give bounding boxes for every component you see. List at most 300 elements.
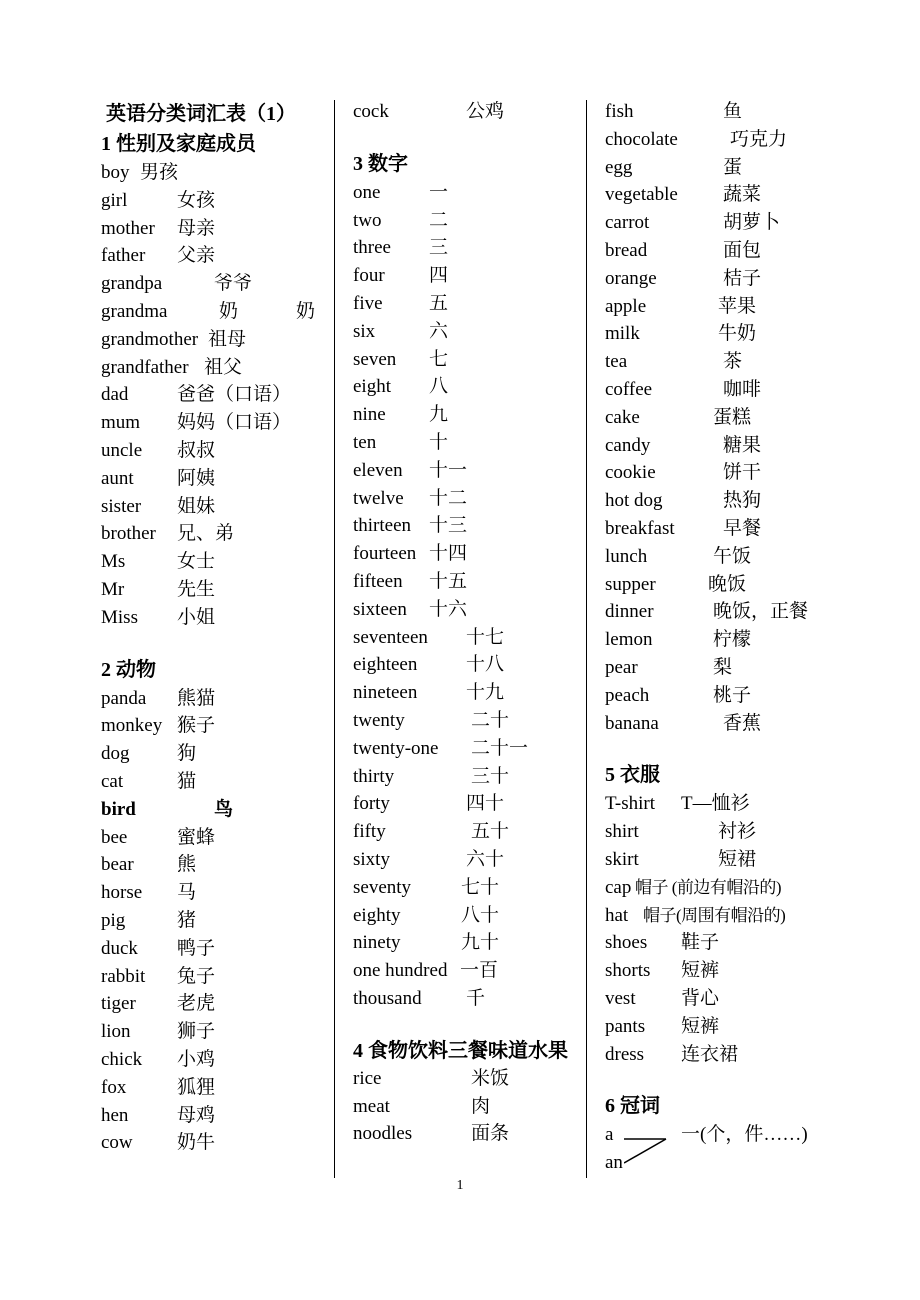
chinese-meaning: 热狗 [723,490,762,512]
chinese-meaning: 狐狸 [177,1076,216,1098]
vocab-row [605,98,850,126]
chinese-meaning: 十五 [429,570,468,592]
english-word: dinner [605,601,654,623]
chinese-meaning: 熊猫 [177,687,216,709]
chinese-meaning: 千 [466,987,486,1009]
english-word: girl [101,189,128,211]
vocab-row [353,985,578,1013]
chinese-meaning: 六 [429,320,449,342]
vocab-row [353,373,578,401]
column-2 [353,98,578,1148]
vocab-row [101,576,326,604]
english-word: supper [605,573,656,595]
english-word: forty [353,793,390,815]
english-word: father [101,245,146,267]
vocab-row [353,624,578,652]
vocab-row [101,824,326,852]
vocab-row [605,710,850,738]
vocab-row [101,768,326,796]
vocab-row [605,571,850,599]
section-heading-family: 1 性别及家庭成员 [101,133,256,155]
chinese-meaning: 晚饭，正餐 [713,601,809,623]
english-word: cap [605,876,632,898]
column-divider [586,100,587,1178]
vocab-row [101,298,326,326]
english-word: fifty [353,821,386,843]
english-word: fifteen [353,570,403,592]
english-word: noodles [353,1123,413,1145]
english-word: one hundred [353,960,448,982]
vocab-row [353,707,578,735]
english-word: grandpa [101,273,163,295]
english-word: cat [101,770,124,792]
chinese-meaning: 蜜蜂 [177,826,216,848]
vocab-row [353,234,578,262]
chinese-meaning: 九十 [461,932,500,954]
english-word: cookie [605,462,656,484]
vocab-row [605,209,850,237]
vocab-row [353,679,578,707]
vocab-row [101,159,326,187]
chinese-meaning: 小鸡 [177,1048,216,1070]
english-word: orange [605,267,657,289]
vocab-row [101,326,326,354]
chinese-meaning: 鱼 [723,101,743,122]
section-heading-numbers: 3 数字 [353,152,408,175]
chinese-meaning: 蛋 [723,156,743,178]
vocab-row [101,796,326,824]
vocab-row [101,1074,326,1102]
chinese-meaning: 二十一 [471,737,529,759]
vocab-row [101,215,326,243]
english-word: dress [605,1043,645,1065]
english-word: nineteen [353,682,418,704]
vocab-row [605,293,850,321]
chinese-meaning: 香蕉 [723,712,762,734]
english-word: uncle [101,439,143,461]
english-word: grandmother [101,328,199,350]
english-word: cake [605,406,640,428]
english-word: fish [605,101,634,122]
english-word: shorts [605,960,651,982]
english-word: skirt [605,848,639,870]
chinese-meaning: 母鸡 [177,1104,216,1126]
english-word: eighty [353,904,401,926]
vocab-row [101,685,326,713]
chinese-meaning: 四十 [466,793,505,815]
chinese-meaning: 祖父 [204,356,243,378]
chinese-meaning: 奶 奶 [219,300,315,322]
english-word: bear [101,854,134,876]
english-word: mother [101,217,155,239]
chinese-meaning: 阿姨 [177,467,216,489]
english-word: hot dog [605,490,663,512]
vocab-row [101,437,326,465]
vocab-row [605,846,850,874]
food-list-continued [605,98,850,737]
english-word: eighteen [353,654,418,676]
chinese-meaning: 爸爸（口语） [177,384,292,406]
chinese-meaning: 十八 [466,654,505,676]
chinese-meaning: 帽子 (前边有帽沿的) [635,877,782,897]
vocab-row [101,604,326,632]
page-title: 英语分类词汇表（1） [106,103,296,125]
english-word: Miss [101,606,138,628]
english-word: panda [101,687,147,709]
chinese-meaning: 三十 [471,765,510,787]
english-word: peach [605,684,650,706]
chinese-meaning: 小姐 [177,606,216,628]
vocab-row [101,963,326,991]
english-word: rabbit [101,965,146,987]
english-word: cock [353,101,389,122]
english-word: bird [101,798,136,820]
chinese-meaning: 三 [429,237,449,259]
chinese-meaning: 爷爷 [214,273,253,295]
vocab-row [101,879,326,907]
vocab-row [353,846,578,874]
vocab-row [101,935,326,963]
section-heading-food: 4 食物饮料三餐味道水果 [353,1039,568,1062]
chinese-meaning: 午饭 [713,545,752,567]
vocab-row [605,181,850,209]
english-word: five [353,292,383,314]
english-word: two [353,209,382,231]
page-number: 1 [456,1178,464,1193]
english-word: mum [101,412,141,434]
english-word: bread [605,239,648,261]
vocab-row [101,465,326,493]
chinese-meaning: 咖啡 [723,378,762,400]
chinese-meaning: 鸟 [214,798,234,820]
chinese-meaning: 二 [429,209,449,231]
chinese-meaning: 梨 [713,656,733,678]
vocab-row [605,957,850,985]
vocab-row [353,290,578,318]
chinese-meaning: 糖果 [723,434,762,456]
vocab-row [353,346,578,374]
english-word: sixteen [353,598,407,620]
chinese-meaning: 饼干 [723,462,762,484]
article-an: an [605,1152,623,1174]
chinese-meaning: 十一 [429,459,468,481]
section-heading-animals: 2 动物 [101,658,156,681]
vocab-row [101,712,326,740]
chinese-meaning: 柠檬 [713,629,752,651]
english-word: seventeen [353,626,428,648]
chinese-meaning: 牛奶 [718,323,757,345]
vocab-row [101,548,326,576]
vocab-row [101,1129,326,1157]
chinese-meaning: 苹果 [718,295,757,317]
chinese-meaning: 面条 [471,1123,510,1145]
chinese-meaning: 连衣裙 [681,1043,739,1065]
vocab-row [605,985,850,1013]
vocab-row [101,270,326,298]
chinese-meaning: 八十 [461,904,500,926]
chinese-meaning: 蛋糕 [713,406,752,428]
vocab-row [605,598,850,626]
english-word: dad [101,384,129,406]
chinese-meaning: 鞋子 [681,932,720,954]
vocab-row [605,154,850,182]
food-list [353,1065,578,1148]
vocab-row [605,432,850,460]
english-word: sister [101,495,142,517]
english-word: lion [101,1021,131,1043]
vocab-row [353,429,578,457]
english-word: milk [605,323,640,345]
english-word: fox [101,1076,127,1098]
chinese-meaning: 女孩 [177,189,216,211]
vocab-row [101,1046,326,1074]
vocab-row [605,654,850,682]
vocab-row [605,626,850,654]
english-word: boy [101,162,130,183]
vocab-row [353,902,578,930]
chinese-meaning: 男孩 [140,162,179,183]
chinese-meaning: 姐妹 [177,495,216,517]
english-word: pig [101,909,126,931]
english-word: fourteen [353,543,417,565]
vocab-row [101,990,326,1018]
english-word: three [353,237,391,259]
chinese-meaning: 祖母 [208,328,247,350]
section-heading-articles: 6 冠词 [605,1095,660,1118]
vocab-row [605,237,850,265]
chinese-meaning: 五 [429,292,449,314]
english-word: twelve [353,487,404,509]
english-word: duck [101,937,138,959]
english-word: hat [605,904,629,926]
chinese-meaning: 先生 [177,578,216,600]
chinese-meaning: 十七 [466,626,505,648]
vocab-row [605,790,850,818]
english-word: pants [605,1015,646,1037]
english-word: nine [353,404,386,426]
vocab-row [353,874,578,902]
chinese-meaning: 猴子 [177,715,216,737]
articles-block [605,1121,850,1177]
vocab-row [353,540,578,568]
english-word: chocolate [605,128,678,150]
english-word: shoes [605,932,648,954]
chinese-meaning: 十六 [429,598,468,620]
english-word: pear [605,656,638,678]
chinese-meaning: 早餐 [723,517,762,539]
chinese-meaning: 十九 [466,682,505,704]
vocab-row [101,1102,326,1130]
chinese-meaning: 短裤 [681,1015,720,1037]
vocab-row [605,1041,850,1069]
vocab-row [605,874,850,902]
animals-list [101,685,326,1158]
chinese-meaning: 八 [429,376,449,398]
english-word: horse [101,882,143,904]
chinese-meaning: 十二 [429,487,468,509]
chinese-meaning: T—恤衫 [681,793,750,815]
english-word: brother [101,523,156,545]
chinese-meaning: 衬衫 [718,821,757,843]
english-word: T-shirt [605,793,655,815]
english-word: ninety [353,932,401,954]
column-3 [605,98,850,1177]
english-word: tea [605,351,628,373]
vocab-row [353,262,578,290]
vocab-row [605,376,850,404]
english-word: lemon [605,629,653,651]
article-a: a [605,1124,614,1146]
chinese-meaning: 母亲 [177,217,216,239]
chinese-meaning: 米饭 [471,1067,510,1089]
chinese-meaning: 鸭子 [177,937,216,959]
english-word: thousand [353,987,422,1009]
chinese-meaning: 十 [429,431,449,453]
vocab-row [353,207,578,235]
chinese-meaning: 六十 [466,848,505,870]
chinese-meaning: 一 [429,181,449,203]
chinese-meaning: 公鸡 [466,101,505,122]
chinese-meaning: 桃子 [713,684,752,706]
vocab-row [353,318,578,346]
vocab-row [605,265,850,293]
vocab-row [101,740,326,768]
vocab-row [605,818,850,846]
chinese-meaning: 兄、弟 [177,523,235,545]
english-word: cow [101,1132,133,1154]
chinese-meaning: 面包 [723,239,762,261]
chinese-meaning: 兔子 [177,965,216,987]
chinese-meaning: 叔叔 [177,439,216,461]
chinese-meaning: 五十 [471,821,510,843]
english-word: breakfast [605,517,675,539]
chinese-meaning: 短裙 [718,848,757,870]
vocab-row [353,457,578,485]
vocab-row [605,1013,850,1041]
english-word: Mr [101,578,125,600]
chinese-meaning: 老虎 [177,993,216,1015]
chinese-meaning: 茶 [723,351,743,373]
english-word: banana [605,712,659,734]
english-word: coffee [605,378,653,400]
chinese-meaning: 七十 [461,876,500,898]
english-word: twenty-one [353,737,439,759]
column-divider [334,100,335,1178]
vocab-row [353,790,578,818]
vocab-row [605,929,850,957]
vocab-row [353,568,578,596]
chinese-meaning: 巧克力 [730,128,788,150]
vocab-row [605,320,850,348]
chinese-meaning: 九 [429,404,449,426]
english-word: twenty [353,709,405,731]
chinese-meaning: 帽子(周围有帽沿的) [643,905,786,925]
english-word: bee [101,826,128,848]
chinese-meaning: 短裤 [681,960,720,982]
article-meaning: 一(个，件……) [681,1124,808,1146]
chinese-meaning: 十三 [429,515,468,537]
vocab-row [101,381,326,409]
vocab-row [101,242,326,270]
vocab-row [605,515,850,543]
chinese-meaning: 二十 [471,709,510,731]
chinese-meaning: 猪 [177,909,197,931]
english-word: four [353,265,385,287]
english-word: Ms [101,551,126,573]
vocab-row [101,354,326,382]
english-word: shirt [605,821,639,843]
english-word: dog [101,743,130,765]
vocab-row [101,493,326,521]
vocab-row [605,487,850,515]
vocab-row [353,1093,578,1121]
english-word: vegetable [605,184,678,206]
english-word: grandma [101,300,168,322]
numbers-list [353,179,578,1013]
section-heading-clothes: 5 衣服 [605,764,660,787]
vocab-row [353,763,578,791]
chinese-meaning: 狗 [177,743,197,765]
english-word: eight [353,376,391,398]
vocab-row [605,543,850,571]
english-word: one [353,181,381,203]
english-word: grandfather [101,356,189,378]
english-word: thirteen [353,515,412,537]
vocab-row [353,512,578,540]
vocab-row [353,735,578,763]
chinese-meaning: 晚饭 [708,573,747,595]
english-word: vest [605,987,636,1009]
vocab-row [353,485,578,513]
english-word: eleven [353,459,403,481]
vocab-row [353,957,578,985]
chinese-meaning: 蔬菜 [723,184,762,206]
chinese-meaning: 狮子 [177,1021,216,1043]
vocab-row [353,651,578,679]
chinese-meaning: 十四 [429,543,468,565]
english-word: monkey [101,715,163,737]
vocab-row [605,459,850,487]
article-bracket-lines [624,1121,676,1177]
chinese-meaning: 桔子 [723,267,762,289]
vocab-row [605,682,850,710]
chinese-meaning: 背心 [681,987,720,1009]
english-word: hen [101,1104,129,1126]
clothes-list [605,790,850,1068]
english-word: egg [605,156,633,178]
english-word: rice [353,1067,382,1089]
english-word: sixty [353,848,390,870]
vocab-row [353,401,578,429]
english-word: carrot [605,212,650,234]
chinese-meaning: 马 [177,882,197,904]
english-word: seven [353,348,397,370]
english-word: tiger [101,993,136,1015]
vocab-row [353,818,578,846]
vocab-row [605,404,850,432]
vocab-row [101,1018,326,1046]
vocab-row [353,1120,578,1148]
english-word: meat [353,1095,390,1117]
vocab-row [353,596,578,624]
vocab-row [605,126,850,154]
english-word: six [353,320,376,342]
english-word: aunt [101,467,134,489]
vocab-row [353,1065,578,1093]
vocab-row [101,187,326,215]
english-word: seventy [353,876,412,898]
chinese-meaning: 七 [429,348,449,370]
